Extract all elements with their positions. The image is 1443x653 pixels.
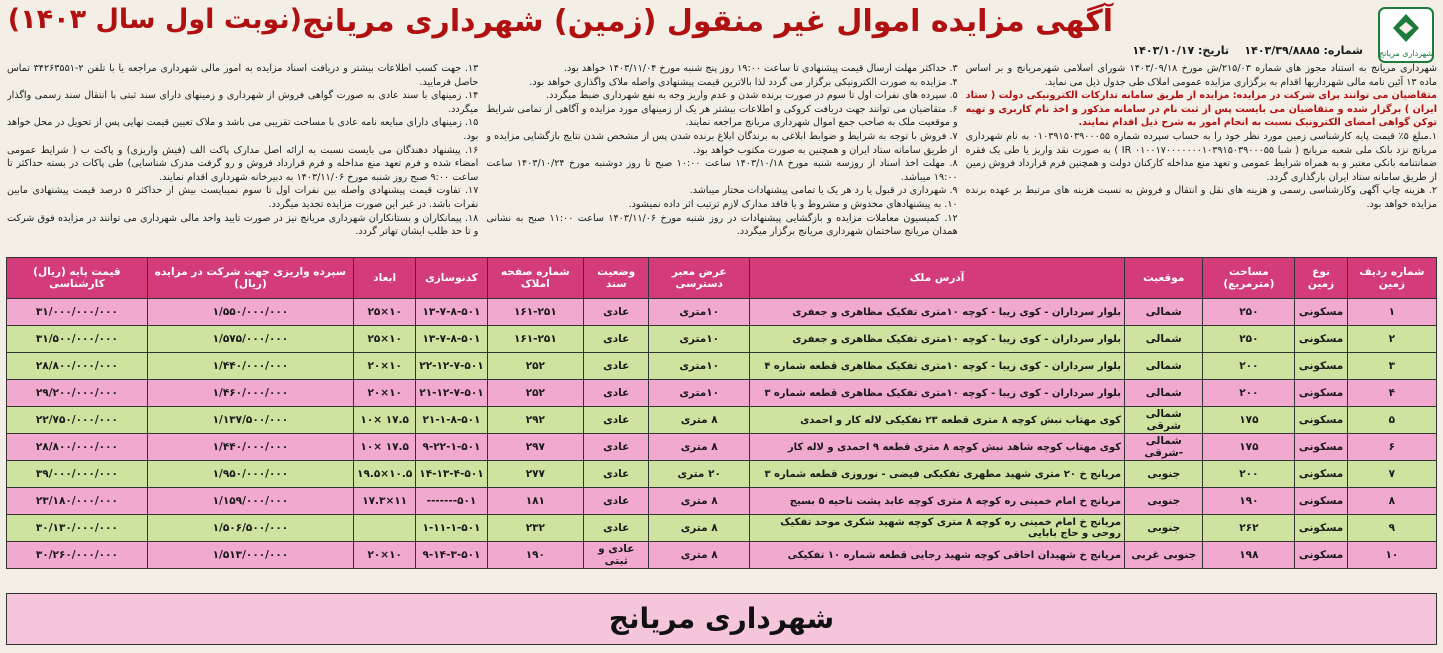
date-label: تاریخ:	[1198, 44, 1230, 57]
table-cell: ۱۷.۵ ×۱۰	[354, 434, 416, 461]
table-cell: ۷	[1347, 461, 1436, 488]
table-row	[7, 299, 1437, 326]
table-cell: ۲۹۲	[487, 407, 583, 434]
table-cell: جنوبی غربی	[1125, 542, 1203, 569]
table-cell: ۱۰متری	[649, 326, 750, 353]
paragraph: ۱۳. جهت کسب اطلاعات بیشتر و دریافت اسناد مزایده به امور مالی شهرداری مراجعه یا با تلفن ۲-۳۴۲۶۳۵۵۱ تماس حاصل فرمایید.	[7, 63, 479, 88]
table-cell: مسکونی	[1295, 488, 1347, 515]
column-header: ابعاد	[354, 258, 416, 299]
properties-table	[6, 257, 1437, 569]
table-cell: ۶	[1347, 434, 1436, 461]
paragraph: ۴. مزایده به صورت الکترونیکی برگزار می گردد لذا بالاترین قیمت پیشنهادی واصله ملاک واگذاری خواهد بود.	[529, 76, 958, 88]
column-header: کدنوسازی	[416, 258, 487, 299]
paragraph: ۶. متقاضیان می توانند جهت دریافت کروکی و اطلاعات بیشتر هر یک از زمینهای مورد مزایده و آگاهی از تمامی شرایط و موقعیت ملک به صاحب جمع اموال شهرداری مریانج مراجعه نمایند.	[486, 103, 958, 129]
table-cell: شمالی شرقی	[1125, 407, 1203, 434]
table-cell: شمالی -شرقی	[1125, 434, 1203, 461]
paragraph: شهرداری مریانج به استناد مجوز های شماره ۲۱۵/۰۳/ش مورخ ۱۴۰۳/۰۹/۱۸ شورای اسلامی شهرمریانج و بر اساس ماده ۱۳ آئین نامه مالی شهرداریها اقدام به برگزاری مزایده عمومی املاک طی جدول ذیل می نماید.	[965, 63, 1437, 88]
table-cell: ۱۴-۱۳-۴-۵۰۱	[416, 461, 487, 488]
paragraph: ۱۰. به پیشنهادهای مخدوش و مشروط و یا فاقد مدارک لازم ترتیب اثر داده نمیشود.	[628, 198, 958, 210]
table-cell: ۸ متری	[649, 488, 750, 515]
table-cell: ۳۹/۰۰۰/۰۰۰/۰۰۰	[7, 461, 148, 488]
notice-title: آگهی مزایده اموال غیر منقول (زمین) شهرداری مریانج	[301, 4, 1113, 39]
table-cell: ۱۷۵	[1203, 434, 1295, 461]
table-cell: عادی	[584, 353, 649, 380]
table-cell: ۲۱-۱-۸-۵۰۱	[416, 407, 487, 434]
table-cell: ۱۰×۲۰	[354, 380, 416, 407]
table-cell: ۱۹۰	[1203, 488, 1295, 515]
table-cell: ۲۸/۸۰۰/۰۰۰/۰۰۰	[7, 353, 148, 380]
table-cell: ۱/۴۴۰/۰۰۰/۰۰۰	[147, 353, 353, 380]
paragraph: ۳. حداکثر مهلت ارسال قیمت پیشنهادی تا ساعت ۱۹:۰۰ روز پنج شنبه مورخ ۱۴۰۳/۱۱/۰۴ خواهد بود.	[563, 63, 958, 74]
table-cell: شمالی	[1125, 299, 1203, 326]
logo-text: شهرداری مریانج	[1378, 49, 1434, 58]
table-cell	[354, 515, 416, 542]
table-cell: ۲۳/۱۸۰/۰۰۰/۰۰۰	[7, 488, 148, 515]
notice-meta	[1132, 44, 1363, 57]
table-cell: ۲	[1347, 326, 1436, 353]
paragraph: ۷. فروش با توجه به شرایط و ضوابط ابلاغی به برندگان ابلاغ برنده شدن پس از مشخص شدن نتایج بازگشایی مزایده و از طریق سامانه ستاد ایران و همچنین به صورت مکتوب خواهد بود.	[486, 130, 958, 156]
table-cell: بلوار سرداران - کوی زیبا - کوچه ۱۰متری تفکیک مظاهری و جعفری	[750, 299, 1125, 326]
table-cell: ۹-۱۴-۳-۵۰۱	[416, 542, 487, 569]
table-cell: عادی و ثبتی	[584, 542, 649, 569]
municipality-logo-icon	[1377, 6, 1435, 64]
table-cell: عادی	[584, 488, 649, 515]
number-label: شماره:	[1323, 44, 1363, 57]
table-cell: ۱۷۵	[1203, 407, 1295, 434]
paragraph: ۱۸. پیمانکاران و بستانکاران شهرداری مریانج نیز در صورت تایید واحد مالی شهرداری می توانند در مزایده فوق شرکت و تا حد طلب ایشان تهاتر گردد.	[7, 212, 479, 238]
table-cell: ۸ متری	[649, 542, 750, 569]
table-cell: ۲۰۰	[1203, 461, 1295, 488]
table-cell: جنوبی	[1125, 461, 1203, 488]
table-cell: ۱۰×۲۵	[354, 299, 416, 326]
table-cell: ۱۹۸	[1203, 542, 1295, 569]
table-cell: ۹-۲۲-۱-۵۰۱	[416, 434, 487, 461]
table-cell: ۱/۹۵۰/۰۰۰/۰۰۰	[147, 461, 353, 488]
table-cell: عادی	[584, 515, 649, 542]
table-cell: ۱/۵۵۰/۰۰۰/۰۰۰	[147, 299, 353, 326]
column-header: عرض معبر دسترسی	[649, 258, 750, 299]
table-cell: مسکونی	[1295, 353, 1347, 380]
table-cell: مسکونی	[1295, 434, 1347, 461]
table-cell: ۱۰متری	[649, 353, 750, 380]
table-cell: ۲۵۲	[487, 353, 583, 380]
table-cell: مسکونی	[1295, 380, 1347, 407]
table-cell: ۱۱×۱۷.۳	[354, 488, 416, 515]
table-cell: ۱۰.۵×۱۹.۵	[354, 461, 416, 488]
notice-round: (نوبت اول سال ۱۴۰۳)	[7, 4, 302, 35]
table-cell: مسکونی	[1295, 461, 1347, 488]
conditions-column-2	[486, 62, 957, 252]
table-cell: ۱/۱۳۷/۵۰۰/۰۰۰	[147, 407, 353, 434]
paragraph: متقاضیان می توانند برای شرکت در مزایده: مزایده از طریق سامانه تدارکات الکترونیکی دولت ( ستاد ایران ) برگزار شده و متقاضیان می بایست پس از ثبت نام در سامانه مذکور و اخذ نام کاربری و تهیه توکن گواهی امضای الکترونیک نسبت به انجام امور به شرح ذیل اقدام نمایند.	[965, 90, 1437, 129]
table-cell: ۲۵۲	[487, 380, 583, 407]
table-cell: ۸	[1347, 488, 1436, 515]
table-cell: بلوار سرداران - کوی زیبا - کوچه ۱۰متری تفکیک مظاهری قطعه شماره ۴	[750, 353, 1125, 380]
column-header: موقعیت	[1125, 258, 1203, 299]
table-cell: ۲۲-۱۲-۷-۵۰۱	[416, 353, 487, 380]
table-cell: شمالی	[1125, 326, 1203, 353]
paragraph: ۵. سپرده های نفرات اول تا سوم در صورت برنده شدن و عدم واریز وجه به نفع شهرداری ضبط میگردد.	[546, 90, 958, 102]
column-header: شماره ردیف زمین	[1347, 258, 1436, 299]
table-cell: ۱۶۱-۲۵۱	[487, 299, 583, 326]
table-cell: ۱/۴۴۰/۰۰۰/۰۰۰	[147, 434, 353, 461]
column-header: وضعیت سند	[584, 258, 649, 299]
table-cell: ۱۰×۲۰	[354, 353, 416, 380]
paragraph: ۱.مبلغ ۵٪ قیمت پایه کارشناسی زمین مورد نظر خود را به حساب سپرده شماره ۰۱۰۳۹۱۵۰۳۹۰۰۰۵۵ به نام شهرداری مریانج نزد بانک ملی شعبه مریانج ( شبا IR ۰۱۰۰۱۷۰۰۰۰۰۰۰۱۰۳۹۱۵۰۳۹۰۰۰۵۵ ) به صورت نقد واریز یا طی یک فقره ضمانتنامه بانکی معتبر و به همراه شرایط عمومی و تعهد منع مداخله کارکنان دولت و همچنین فرم قرارداد فروش زمین از طریق سامانه ستاد ایران بارگذاری گردد.	[965, 130, 1437, 183]
footer-signature: شهرداری مریانج	[6, 593, 1437, 645]
table-cell: مریانج خ امام خمینی ره کوچه ۸ متری کوچه شهید شکری موحد تفکیک روحی و حاج بابایی	[750, 515, 1125, 542]
conditions-column-3	[7, 62, 478, 252]
table-cell: ۹	[1347, 515, 1436, 542]
table-cell: ۱-۱۱-۱-۵۰۱	[416, 515, 487, 542]
table-cell: کوی مهتاب کوچه شاهد نبش کوچه ۸ متری قطعه ۹ احمدی و لاله کار	[750, 434, 1125, 461]
table-cell: ۱/۵۰۶/۵۰۰/۰۰۰	[147, 515, 353, 542]
table-cell: ۱/۱۵۹/۰۰۰/۰۰۰	[147, 488, 353, 515]
table-cell: جنوبی	[1125, 488, 1203, 515]
table-cell: شمالی	[1125, 353, 1203, 380]
table-cell: جنوبی	[1125, 515, 1203, 542]
table-cell: ۸ متری	[649, 407, 750, 434]
paragraph: ۹. شهرداری در قبول یا رد هر یک یا تمامی پیشنهادات مختار میباشد.	[689, 185, 958, 197]
table-row	[7, 353, 1437, 380]
table-row	[7, 461, 1437, 488]
table-cell: ۲۵۰	[1203, 326, 1295, 353]
table-cell: ۲۷۷	[487, 461, 583, 488]
table-cell: ۱۳-۷-۸-۵۰۱	[416, 326, 487, 353]
table-cell: مسکونی	[1295, 326, 1347, 353]
table-cell: ۲۰۰	[1203, 353, 1295, 380]
table-row	[7, 542, 1437, 569]
table-cell: ۱۸۱	[487, 488, 583, 515]
table-cell: عادی	[584, 407, 649, 434]
table-cell: ۱۷.۵ ×۱۰	[354, 407, 416, 434]
paragraph: ۱۲. کمیسیون معاملات مزایده و بازگشایی پیشنهادات در روز شنبه مورخ ۱۴۰۳/۱۱/۰۶ ساعت ۱۱:۰۰ صبح به نشانی همدان مریانج ساختمان شهرداری مریانج برگزار میگردد.	[486, 212, 958, 238]
table-cell: بلوار سرداران - کوی زیبا - کوچه ۱۰متری تفکیک مظاهری و جعفری	[750, 326, 1125, 353]
table-cell: ۲۰۰	[1203, 380, 1295, 407]
table-cell: ۸ متری	[649, 434, 750, 461]
table-cell: ۱۳-۷-۸-۵۰۱	[416, 299, 487, 326]
table-cell: ۱۶۱-۲۵۱	[487, 326, 583, 353]
table-cell: شمالی	[1125, 380, 1203, 407]
table-row	[7, 515, 1437, 542]
table-cell: ۲۸/۸۰۰/۰۰۰/۰۰۰	[7, 434, 148, 461]
paragraph: ۱۶. پیشنهاد دهندگان می بایست نسبت به ارائه اصل مدارک پاکت الف (فیش واریزی) و پاکت ب ( شرایط عمومی امضاء شده و فرم تعهد منع مداخله و فرم قرارداد فروش و رو گرفت مدرک شناسایی) طی پاکات در بسته حداکثر تا ساعت ۹:۰۰ صبح روز شنبه مورخ ۱۴۰۳/۱۱/۰۶ به دبیرخانه شهرداری اقدام نمایند.	[7, 144, 479, 183]
paragraph: ۱۷. تفاوت قیمت پیشنهادی واصله بین نفرات اول تا سوم نمیبایست بیش از حداکثر ۵ درصد قیمت پیشنهادی مابین نفرات باشد. در غیر این صورت مزایده تجدید میگردد.	[7, 185, 479, 210]
paragraph: ۲. هزینه چاپ آگهی وکارشناسی رسمی و هزینه های نقل و انتقال و فروش به نسبت هزینه های مرتبط بر عهده برنده مزایده خواهد بود.	[965, 185, 1437, 210]
table-cell: ۳۰/۲۶۰/۰۰۰/۰۰۰	[7, 542, 148, 569]
table-row	[7, 407, 1437, 434]
conditions-text	[7, 62, 1437, 252]
column-header: مساحت (مترمربع)	[1203, 258, 1295, 299]
column-header: قیمت پایه (ریال) کارشناسی	[7, 258, 148, 299]
table-cell: ۱۰متری	[649, 380, 750, 407]
table-cell: مسکونی	[1295, 299, 1347, 326]
column-header: شماره صفحه املاک	[487, 258, 583, 299]
table-cell: مسکونی	[1295, 542, 1347, 569]
table-cell: ۲۹۷	[487, 434, 583, 461]
table-cell: ۵	[1347, 407, 1436, 434]
table-cell: ۱۰×۲۰	[354, 542, 416, 569]
table-cell: مریانج خ امام خمینی ره کوچه ۸ متری کوچه عابد پشت ناحیه ۵ بسیج	[750, 488, 1125, 515]
table-cell: ۲۹/۲۰۰/۰۰۰/۰۰۰	[7, 380, 148, 407]
paragraph: ۸. مهلت اخذ اسناد از روزسه شنبه مورخ ۱۴۰۳/۱۰/۱۸ ساعت ۱۰:۰۰ صبح تا روز دوشنبه مورخ ۱۴۰۳/۱۰/۲۴ ساعت ۱۹:۰۰ میباشد.	[486, 158, 958, 183]
table-cell: ۱/۵۱۳/۰۰۰/۰۰۰	[147, 542, 353, 569]
table-cell: مریانج خ ۲۰ متری شهید مطهری تفکیکی فیضی - نوروزی قطعه شماره ۳	[750, 461, 1125, 488]
table-cell: ۴	[1347, 380, 1436, 407]
table-cell: ۲۳۲	[487, 515, 583, 542]
table-cell: مسکونی	[1295, 515, 1347, 542]
notice-number: ۱۴۰۳/۳۹/۸۸۸۵	[1244, 44, 1320, 57]
table-cell: ۲۲/۷۵۰/۰۰۰/۰۰۰	[7, 407, 148, 434]
table-cell: ۲۶۲	[1203, 515, 1295, 542]
table-cell: بلوار سرداران - کوی زیبا - کوچه ۱۰متری تفکیک مظاهری قطعه شماره ۳	[750, 380, 1125, 407]
column-header: آدرس ملک	[750, 258, 1125, 299]
table-row	[7, 434, 1437, 461]
table-cell: عادی	[584, 326, 649, 353]
column-header: نوع زمین	[1295, 258, 1347, 299]
table-cell: کوی مهتاب نبش کوچه ۸ متری قطعه ۲۳ تفکیکی لاله کار و احمدی	[750, 407, 1125, 434]
notice-date: ۱۴۰۳/۱۰/۱۷	[1132, 44, 1195, 57]
table-cell: ۸ متری	[649, 515, 750, 542]
table-cell: عادی	[584, 380, 649, 407]
table-cell: ۱/۵۷۵/۰۰۰/۰۰۰	[147, 326, 353, 353]
conditions-column-1	[966, 62, 1437, 252]
table-cell: ۵۰۱-------	[416, 488, 487, 515]
paragraph: ۱۵. زمینهای دارای مبایعه نامه عادی با مساحت تقریبی می باشد و ملاک تعیین قیمت نهایی پس از تحویل در محل خواهد بود.	[7, 117, 479, 142]
table-cell: عادی	[584, 461, 649, 488]
table-cell: مسکونی	[1295, 407, 1347, 434]
table-cell: ۲۱-۱۲-۷-۵۰۱	[416, 380, 487, 407]
paragraph: ۱۴. زمینهای با سند عادی به صورت گواهی فروش از شهرداری و زمینهای دارای سند ثبتی با انتقال سند رسمی واگذار میگردد.	[7, 90, 479, 115]
table-cell: ۱	[1347, 299, 1436, 326]
table-header-row	[7, 258, 1437, 299]
table-cell: ۱۰×۲۵	[354, 326, 416, 353]
table-body	[7, 299, 1437, 569]
table-row	[7, 488, 1437, 515]
table-cell: ۱۹۰	[487, 542, 583, 569]
table-cell: عادی	[584, 299, 649, 326]
table-cell: ۱/۴۶۰/۰۰۰/۰۰۰	[147, 380, 353, 407]
table-cell: ۱۰	[1347, 542, 1436, 569]
table-cell: ۲۵۰	[1203, 299, 1295, 326]
table-cell: ۳۱/۰۰۰/۰۰۰/۰۰۰	[7, 299, 148, 326]
table-row	[7, 380, 1437, 407]
column-header: سپرده واریزی جهت شرکت در مزایده (ریال)	[147, 258, 353, 299]
table-cell: عادی	[584, 434, 649, 461]
table-cell: ۲۰ متری	[649, 461, 750, 488]
table-cell: ۳	[1347, 353, 1436, 380]
table-cell: ۳۱/۵۰۰/۰۰۰/۰۰۰	[7, 326, 148, 353]
table-row	[7, 326, 1437, 353]
table-cell: ۱۰متری	[649, 299, 750, 326]
table-cell: ۳۰/۱۳۰/۰۰۰/۰۰۰	[7, 515, 148, 542]
table-cell: مریانج خ شهیدان احاقی کوچه شهید رجایی قطعه شماره ۱۰ تفکیکی	[750, 542, 1125, 569]
